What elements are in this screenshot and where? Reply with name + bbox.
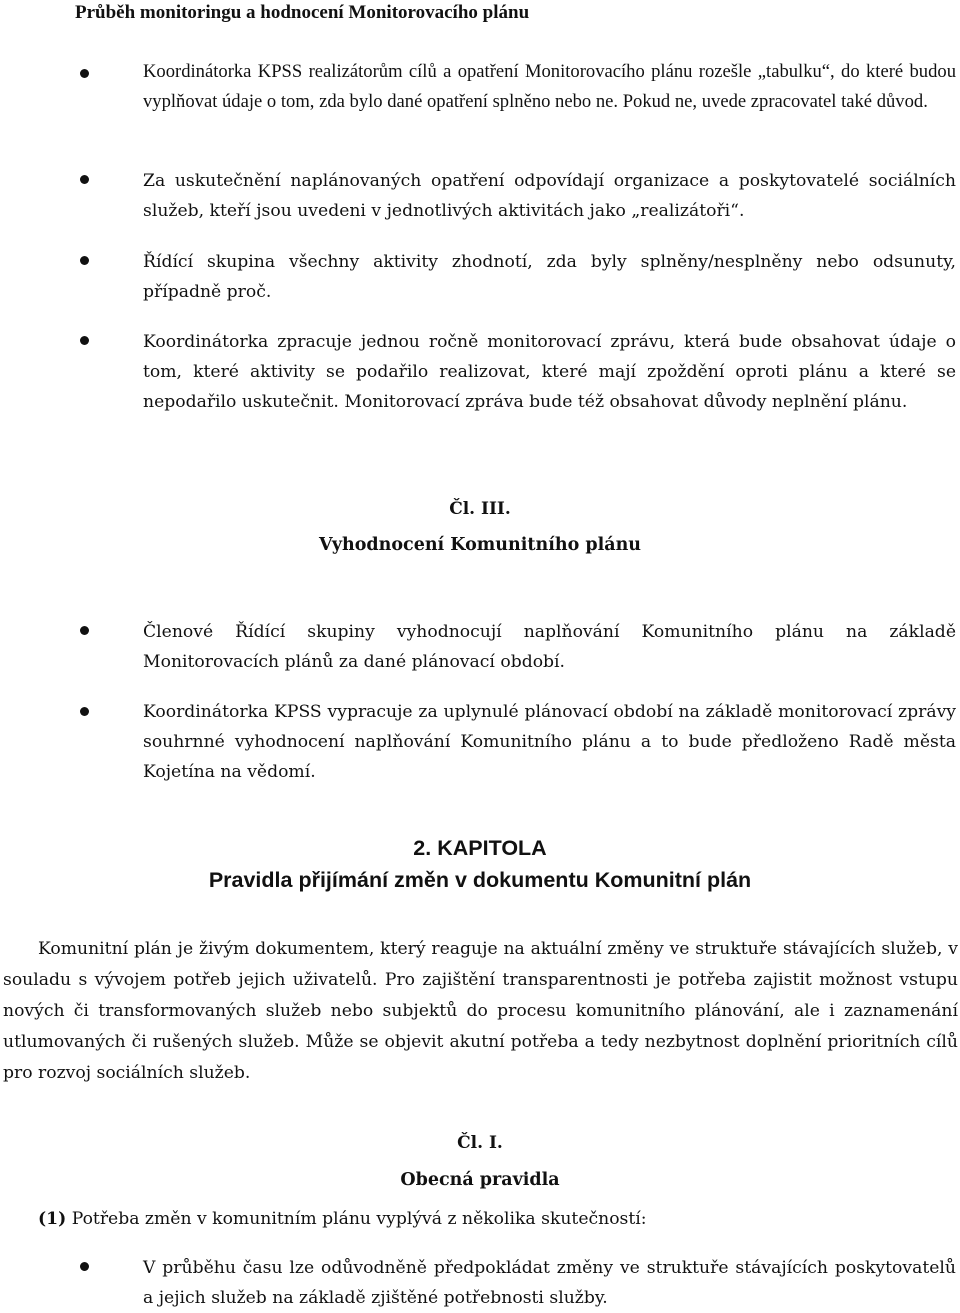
bullet-icon	[80, 175, 89, 184]
chapter-paragraph	[3, 934, 958, 1089]
item-text: Potřeba změn v komunitním plánu vyplývá z několika skutečností:	[66, 1209, 647, 1229]
bullet-text: Koordinátorka zpracuje jednou ročně monitorovací zprávu, která bude obsahovat údaje o tom, které aktivity se podařilo realizovat, které mají zpoždění oproti plánu a které se nepodařilo uskutečnit. Monitorovací zpráva bude též obsahovat důvody neplnění plánu.	[143, 332, 956, 412]
bullet-text: V průběhu času lze odůvodněně předpokládat změny ve struktuře stávajících poskytovatelů a jejich služeb na základě zjištěné potřebnosti služby.	[143, 1258, 956, 1308]
article-number: Čl. III.	[449, 499, 511, 519]
item-number: (1)	[38, 1209, 67, 1229]
article-number: Čl. I.	[457, 1133, 503, 1153]
bullet-icon	[80, 69, 89, 78]
bullet-text: Koordinátorka KPSS realizátorům cílů a opatření Monitorovacího plánu rozešle „tabulku“, do které budou vyplňovat údaje o tom, zda bylo dané opatření splněno nebo ne. Pokud ne, uvede zpracovatel také důvod.	[143, 61, 956, 112]
article-title: Obecná pravidla	[400, 1170, 560, 1190]
bullet-icon	[80, 626, 89, 635]
numbered-item	[38, 1206, 647, 1232]
bullet-text: Řídící skupina všechny aktivity zhodnotí, zda byly splněny/nesplněny nebo odsunuty, případně proč.	[143, 252, 956, 302]
chapter-title: Pravidla přijímání změn v dokumentu Komunitní plán	[208, 868, 752, 892]
section-heading-monitoring: Průběh monitoringu a hodnocení Monitorovacího plánu	[75, 2, 530, 23]
bullet-icon	[80, 256, 89, 265]
article-title: Vyhodnocení Komunitního plánu	[318, 535, 642, 555]
paragraph-text: Komunitní plán je živým dokumentem, který reaguje na aktuální změny ve struktuře stávajících služeb, v souladu s vývojem potřeb jejich uživatelů. Pro zajištění transparentnosti je potřeba zajistit možnost vstupu nových či transformovaných služeb nebo subjektů do procesu komunitního plánování, ale i zaznamenání utlumovaných či rušených služeb. Může se objevit akutní potřeba a tedy nezbytnost doplnění prioritních cílů pro rozvoj sociálních služeb.	[3, 939, 958, 1083]
bullet-icon	[80, 336, 89, 345]
bullet-icon	[80, 707, 89, 716]
bullet-text: Koordinátorka KPSS vypracuje za uplynulé plánovací období na základě monitorovací zprávy souhrnné vyhodnocení naplňování Komunitního plánu a to bude předloženo Radě města Kojetína na vědomí.	[143, 702, 956, 782]
bullet-text: Členové Řídící skupiny vyhodnocují naplňování Komunitního plánu na základě Monitorovacích plánů za dané plánovací období.	[143, 622, 956, 672]
bullet-icon	[80, 1262, 89, 1271]
chapter-number: 2. KAPITOLA	[413, 836, 547, 860]
bullet-text: Za uskutečnění naplánovaných opatření odpovídají organizace a poskytovatelé sociálních služeb, kteří jsou uvedeni v jednotlivých aktivitách jako „realizátoři“.	[143, 171, 956, 221]
